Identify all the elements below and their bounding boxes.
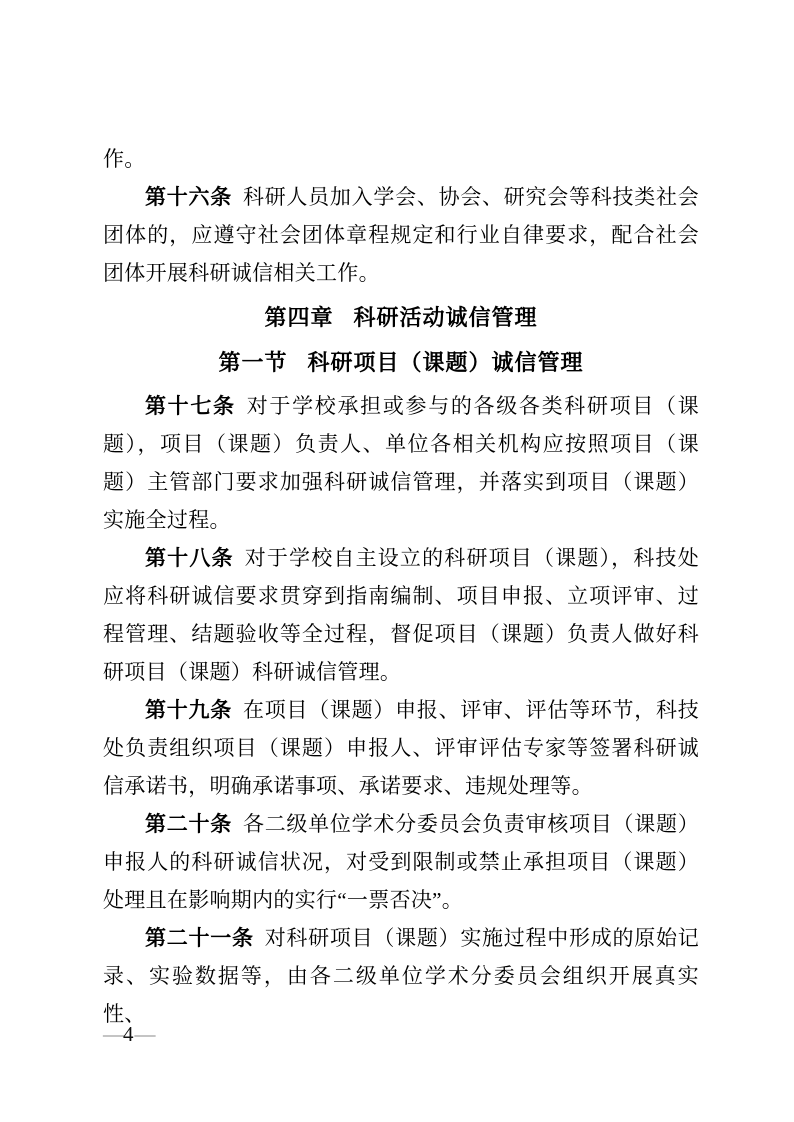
chapter-title: 科研活动诚信管理 — [353, 305, 538, 330]
section-heading — [103, 340, 699, 385]
paragraph-continuation: 作。 — [103, 147, 146, 171]
article-19-paragraph — [103, 691, 699, 805]
article-20-paragraph — [103, 805, 699, 919]
article-21-text: 对科研项目（课题）实施过程中形成的原始记录、实验数据等，由各二级单位学术分委员会组织开展真实性、 — [103, 926, 699, 1026]
article-20-text: 各二级单位学术分委员会负责审核项目（课题）申报人的科研诚信状况，对受到限制或禁止承担项目（课题）处理且在影响期内的实行“一票否决”。 — [103, 812, 699, 912]
page-footer — [103, 1020, 154, 1048]
footer-dash-right: — — [134, 1022, 154, 1046]
article-19-text: 在项目（课题）申报、评审、评估等环节，科技处负责组织项目（课题）申报人、评审评估专家等签署科研诚信承诺书，明确承诺事项、承诺要求、违规处理等。 — [103, 698, 699, 798]
article-16-paragraph — [103, 178, 699, 292]
article-18-text: 对于学校自主设立的科研项目（课题），科技处应将科研诚信要求贯穿到指南编制、项目申报、立项评审、过程管理、结题验收等全过程，督促项目（课题）负责人做好科研项目（课题）科研诚信管理。 — [103, 546, 699, 684]
document-body — [103, 140, 699, 1033]
article-21-paragraph — [103, 919, 699, 1033]
article-17-number: 第十七条 — [145, 394, 236, 418]
chapter-heading — [103, 295, 699, 340]
page-number: 4 — [123, 1022, 134, 1046]
article-18-number: 第十八条 — [145, 546, 234, 570]
chapter-label: 第四章 — [264, 305, 334, 330]
section-label: 第一节 — [218, 350, 288, 375]
article-18-paragraph — [103, 539, 699, 691]
footer-dash-left: — — [103, 1022, 122, 1046]
section-title: 科研项目（课题）诚信管理 — [307, 350, 584, 375]
article-17-paragraph — [103, 387, 699, 539]
article-16-number: 第十六条 — [145, 185, 232, 209]
article-21-number: 第二十一条 — [145, 926, 254, 950]
article-16-text: 科研人员加入学会、协会、研究会等科技类社会团体的，应遵守社会团体章程规定和行业自律要求，配合社会团体开展科研诚信相关工作。 — [103, 185, 699, 285]
article-19-number: 第十九条 — [145, 698, 232, 722]
article-17-text: 对于学校承担或参与的各级各类科研项目（课题），项目（课题）负责人、单位各相关机构应按照项目（课题）主管部门要求加强科研诚信管理，并落实到项目（课题）实施全过程。 — [103, 394, 699, 532]
article-20-number: 第二十条 — [145, 812, 232, 836]
